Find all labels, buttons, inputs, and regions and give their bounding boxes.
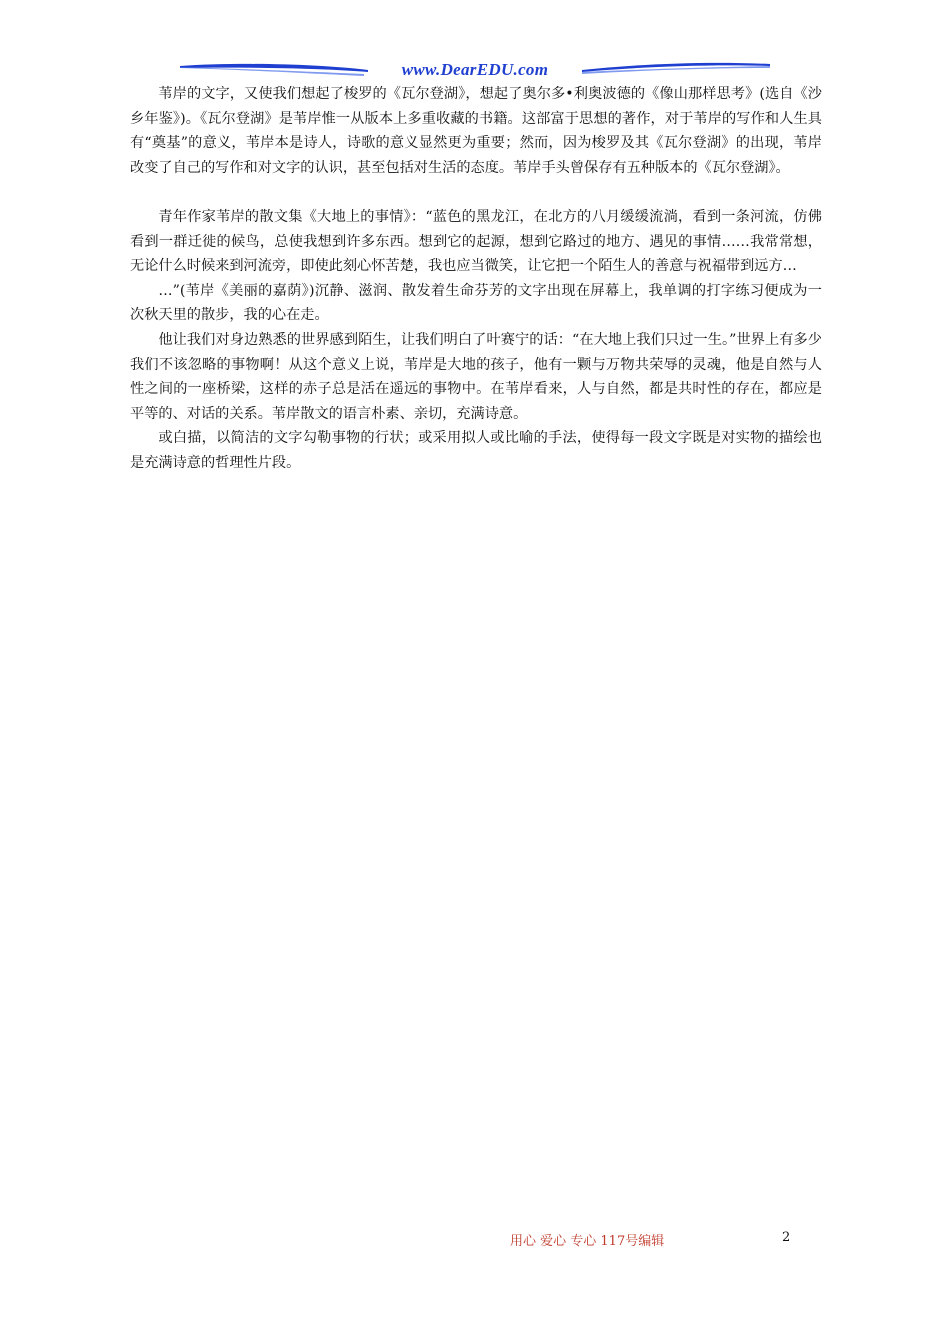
site-logo-text: www.DearEDU.com bbox=[401, 60, 549, 79]
document-body bbox=[130, 82, 822, 476]
paragraph-2: 青年作家苇岸的散文集《大地上的事情》：“蓝色的黑龙江，在北方的八月缓缓流淌，看到一条河流，仿佛看到一群迁徙的候鸟，总使我想到许多东西。想到它的起源，想到它路过的地方、遇见的事情……我常常想，无论什么时候来到河流旁，即使此刻心怀苦楚，我也应当微笑，让它把一个陌生人的善意与祝福带到远方… bbox=[130, 208, 822, 275]
footer-editor-note: 用心 爱心 专心 117号编辑 bbox=[510, 1234, 665, 1249]
paragraph-1: 苇岸的文字，又使我们想起了梭罗的《瓦尔登湖》，想起了奥尔多•利奥波德的《像山那样思考》(选自《沙乡年鉴》)。《瓦尔登湖》是苇岸惟一从版本上多重收藏的书籍。这部富于思想的著作，对于苇岸的写作和人生具有“奠基”的意义，苇岸本是诗人，诗歌的意义显然更为重要；然而，因为梭罗及其《瓦尔登湖》的出现，苇岸改变了自己的写作和对文字的认识，甚至包括对生活的态度。苇岸手头曾保存有五种版本的《瓦尔登湖》。 bbox=[130, 86, 822, 176]
page-number: 2 bbox=[782, 1230, 791, 1245]
paragraph-3: …”(苇岸《美丽的嘉荫》)沉静、滋润、散发着生命芬芳的文字出现在屏幕上，我单调的打字练习便成为一次秋天里的散步，我的心在走。 bbox=[130, 282, 822, 324]
paragraph-spacer bbox=[130, 180, 822, 205]
paragraph-5: 或白描，以简洁的文字勾勒事物的行状；或采用拟人或比喻的手法，使得每一段文字既是对实物的描绘也是充满诗意的哲理性片段。 bbox=[130, 430, 822, 471]
paragraph-4: 他让我们对身边熟悉的世界感到陌生，让我们明白了叶赛宁的话：“在大地上我们只过一生。”世界上有多少我们不该忽略的事物啊！从这个意义上说，苇岸是大地的孩子，他有一颗与万物共荣辱的灵魂，他是自然与人性之间的一座桥梁，这样的赤子总是活在遥远的事物中。在苇岸看来，人与自然，都是共时性的存在，都应是平等的、对话的关系。苇岸散文的语言朴素、亲切，充满诗意。 bbox=[130, 331, 822, 422]
page-header bbox=[178, 58, 772, 84]
